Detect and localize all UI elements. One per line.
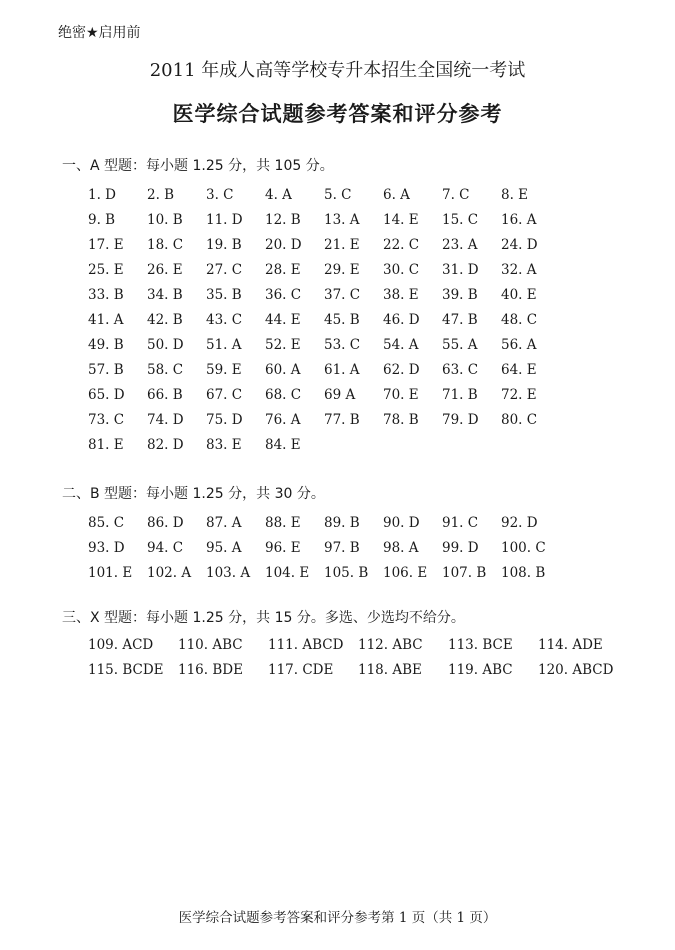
answer-item: 120. ABCD bbox=[538, 661, 614, 678]
answer-item: 15. C bbox=[442, 211, 479, 228]
answer-item: 67. C bbox=[206, 386, 243, 403]
answer-item: 3. C bbox=[206, 186, 234, 203]
answer-item: 40. E bbox=[501, 286, 537, 303]
answer-item: 106. E bbox=[383, 564, 428, 581]
answer-item: 23. A bbox=[442, 236, 478, 253]
answer-item: 71. B bbox=[442, 386, 478, 403]
answer-item: 102. A bbox=[147, 564, 192, 581]
answer-item: 24. D bbox=[501, 236, 538, 253]
answer-item: 13. A bbox=[324, 211, 360, 228]
answer-item: 114. ADE bbox=[538, 636, 603, 653]
answer-item: 79. D bbox=[442, 411, 479, 428]
answer-row bbox=[88, 432, 662, 457]
answer-item: 116. BDE bbox=[178, 661, 243, 678]
answer-item: 69 A bbox=[324, 386, 356, 403]
answer-rows bbox=[62, 510, 662, 585]
section-heading: 二、B 型题：每小题 1.25 分，共 30 分。 bbox=[62, 486, 325, 502]
answer-row bbox=[88, 535, 662, 560]
answer-row bbox=[88, 357, 662, 382]
answer-item: 74. D bbox=[147, 411, 184, 428]
answer-item: 60. A bbox=[265, 361, 301, 378]
answer-row bbox=[88, 510, 662, 535]
answer-item: 32. A bbox=[501, 261, 537, 278]
answer-row bbox=[88, 632, 662, 657]
answer-item: 97. B bbox=[324, 539, 360, 556]
answer-item: 92. D bbox=[501, 514, 538, 531]
answer-item: 72. E bbox=[501, 386, 537, 403]
answer-item: 41. A bbox=[88, 311, 124, 328]
answer-item: 39. B bbox=[442, 286, 478, 303]
answer-item: 91. C bbox=[442, 514, 479, 531]
answer-item: 50. D bbox=[147, 336, 184, 353]
answer-item: 81. E bbox=[88, 436, 124, 453]
answer-item: 46. D bbox=[383, 311, 420, 328]
answer-item: 117. CDE bbox=[268, 661, 334, 678]
answer-item: 1. D bbox=[88, 186, 116, 203]
section-a-type bbox=[62, 156, 662, 457]
answer-rows bbox=[62, 632, 662, 682]
answer-item: 48. C bbox=[501, 311, 538, 328]
answer-item: 38. E bbox=[383, 286, 419, 303]
answer-item: 88. E bbox=[265, 514, 301, 531]
answer-item: 58. C bbox=[147, 361, 184, 378]
answer-item: 64. E bbox=[501, 361, 537, 378]
section-b-type bbox=[62, 484, 662, 585]
answer-item: 16. A bbox=[501, 211, 537, 228]
answer-item: 108. B bbox=[501, 564, 546, 581]
answer-item: 65. D bbox=[88, 386, 125, 403]
answer-item: 35. B bbox=[206, 286, 242, 303]
confidential-mark: 绝密★启用前 bbox=[58, 25, 141, 41]
answer-item: 87. A bbox=[206, 514, 242, 531]
answer-item: 29. E bbox=[324, 261, 360, 278]
answer-item: 51. A bbox=[206, 336, 242, 353]
answer-item: 98. A bbox=[383, 539, 419, 556]
answer-item: 43. C bbox=[206, 311, 243, 328]
answer-item: 53. C bbox=[324, 336, 361, 353]
answer-item: 44. E bbox=[265, 311, 301, 328]
exam-title: 2011 年成人高等学校专升本招生全国统一考试 bbox=[149, 60, 526, 81]
answer-item: 26. E bbox=[147, 261, 183, 278]
answer-item: 76. A bbox=[265, 411, 301, 428]
answer-item: 2. B bbox=[147, 186, 175, 203]
answer-item: 77. B bbox=[324, 411, 360, 428]
answer-item: 118. ABE bbox=[358, 661, 422, 678]
answer-item: 49. B bbox=[88, 336, 124, 353]
answer-item: 8. E bbox=[501, 186, 529, 203]
answer-item: 28. E bbox=[265, 261, 301, 278]
answer-item: 47. B bbox=[442, 311, 478, 328]
answer-item: 112. ABC bbox=[358, 636, 423, 653]
answer-item: 21. E bbox=[324, 236, 360, 253]
answer-rows bbox=[62, 182, 662, 457]
answer-item: 22. C bbox=[383, 236, 420, 253]
answer-item: 33. B bbox=[88, 286, 124, 303]
answer-item: 103. A bbox=[206, 564, 251, 581]
answer-item: 95. A bbox=[206, 539, 242, 556]
answer-item: 94. C bbox=[147, 539, 184, 556]
answer-item: 27. C bbox=[206, 261, 243, 278]
answer-item: 109. ACD bbox=[88, 636, 154, 653]
answer-item: 93. D bbox=[88, 539, 125, 556]
answer-item: 31. D bbox=[442, 261, 479, 278]
answer-item: 96. E bbox=[265, 539, 301, 556]
answer-item: 57. B bbox=[88, 361, 124, 378]
answer-row bbox=[88, 232, 662, 257]
answer-item: 54. A bbox=[383, 336, 419, 353]
answer-item: 7. C bbox=[442, 186, 470, 203]
answer-item: 59. E bbox=[206, 361, 242, 378]
document-title: 医学综合试题参考答案和评分参考 bbox=[172, 102, 503, 126]
answer-row bbox=[88, 182, 662, 207]
answer-row bbox=[88, 332, 662, 357]
answer-item: 70. E bbox=[383, 386, 419, 403]
answer-item: 56. A bbox=[501, 336, 537, 353]
answer-item: 75. D bbox=[206, 411, 243, 428]
answer-item: 85. C bbox=[88, 514, 125, 531]
answer-item: 83. E bbox=[206, 436, 242, 453]
answer-item: 68. C bbox=[265, 386, 302, 403]
answer-item: 63. C bbox=[442, 361, 479, 378]
answer-item: 61. A bbox=[324, 361, 360, 378]
page-footer: 医学综合试题参考答案和评分参考第 1 页（共 1 页） bbox=[178, 910, 497, 926]
section-heading: 一、A 型题：每小题 1.25 分，共 105 分。 bbox=[62, 158, 334, 174]
answer-item: 5. C bbox=[324, 186, 352, 203]
section-x-type bbox=[62, 608, 662, 682]
answer-item: 4. A bbox=[265, 186, 292, 203]
answer-item: 45. B bbox=[324, 311, 360, 328]
answer-item: 37. C bbox=[324, 286, 361, 303]
answer-item: 115. BCDE bbox=[88, 661, 164, 678]
answer-row bbox=[88, 407, 662, 432]
answer-item: 10. B bbox=[147, 211, 183, 228]
answer-item: 52. E bbox=[265, 336, 301, 353]
answer-item: 12. B bbox=[265, 211, 301, 228]
answer-item: 19. B bbox=[206, 236, 242, 253]
answer-item: 104. E bbox=[265, 564, 310, 581]
answer-item: 62. D bbox=[383, 361, 420, 378]
answer-item: 9. B bbox=[88, 211, 116, 228]
answer-item: 80. C bbox=[501, 411, 538, 428]
answer-row bbox=[88, 257, 662, 282]
answer-item: 119. ABC bbox=[448, 661, 513, 678]
answer-item: 6. A bbox=[383, 186, 410, 203]
answer-item: 78. B bbox=[383, 411, 419, 428]
answer-item: 36. C bbox=[265, 286, 302, 303]
answer-item: 89. B bbox=[324, 514, 360, 531]
answer-item: 30. C bbox=[383, 261, 420, 278]
answer-item: 55. A bbox=[442, 336, 478, 353]
section-heading: 三、X 型题：每小题 1.25 分，共 15 分。多选、少选均不给分。 bbox=[62, 610, 465, 626]
answer-item: 84. E bbox=[265, 436, 301, 453]
answer-item: 99. D bbox=[442, 539, 479, 556]
answer-item: 20. D bbox=[265, 236, 302, 253]
answer-item: 17. E bbox=[88, 236, 124, 253]
answer-item: 105. B bbox=[324, 564, 369, 581]
answer-item: 82. D bbox=[147, 436, 184, 453]
answer-row bbox=[88, 382, 662, 407]
answer-item: 100. C bbox=[501, 539, 546, 556]
answer-item: 34. B bbox=[147, 286, 183, 303]
answer-row bbox=[88, 307, 662, 332]
answer-item: 110. ABC bbox=[178, 636, 243, 653]
answer-item: 73. C bbox=[88, 411, 125, 428]
answer-item: 101. E bbox=[88, 564, 133, 581]
answer-item: 113. BCE bbox=[448, 636, 513, 653]
answer-item: 25. E bbox=[88, 261, 124, 278]
answer-row bbox=[88, 560, 662, 585]
answer-row bbox=[88, 657, 662, 682]
answer-item: 11. D bbox=[206, 211, 243, 228]
answer-item: 107. B bbox=[442, 564, 487, 581]
answer-item: 14. E bbox=[383, 211, 419, 228]
answer-item: 66. B bbox=[147, 386, 183, 403]
answer-row bbox=[88, 207, 662, 232]
answer-item: 86. D bbox=[147, 514, 184, 531]
answer-item: 90. D bbox=[383, 514, 420, 531]
answer-row bbox=[88, 282, 662, 307]
answer-item: 42. B bbox=[147, 311, 183, 328]
answer-item: 111. ABCD bbox=[268, 636, 344, 653]
answer-item: 18. C bbox=[147, 236, 184, 253]
